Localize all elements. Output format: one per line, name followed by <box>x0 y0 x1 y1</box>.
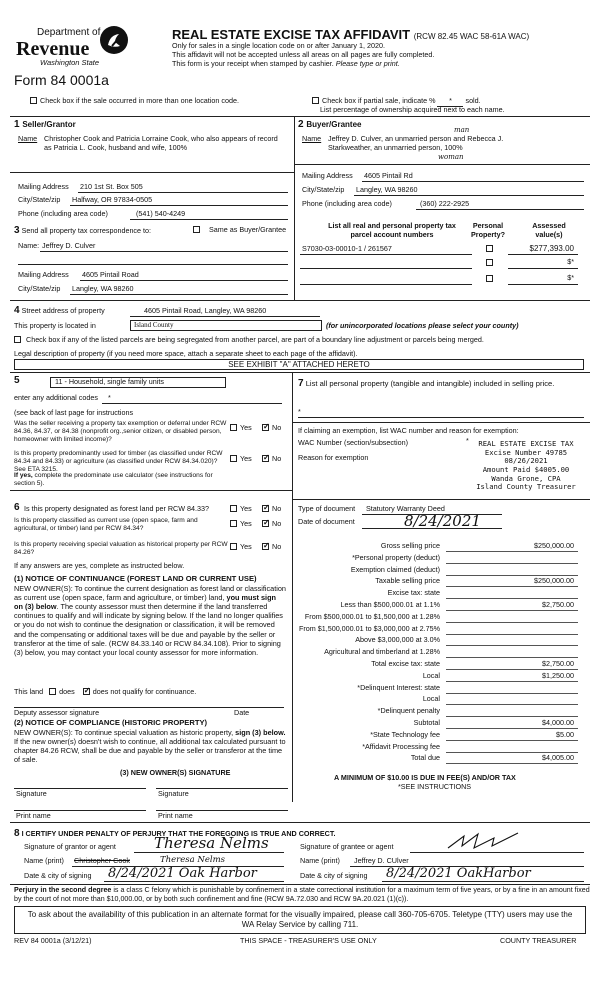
section6-q3: Is this property receiving special valuation as historical property per RCW 84.26? <box>14 541 228 556</box>
buyer-heading: 2 Buyer/Grantee <box>298 119 362 130</box>
section5-q1: Was the seller receiving a property tax exemption or deferral under RCW 84.36, 84.37, or 84.38 (nonprofit org.,senior citizen, or disabled person, homeowner with limited income)? <box>14 420 227 443</box>
certify-statement: 8 I CERTIFY UNDER PENALTY OF PERJURY THAT THE FOREGOING IS TRUE AND CORRECT. <box>14 828 336 839</box>
corr-name-value[interactable]: Jeffrey D. Culver <box>42 241 96 250</box>
buyer-city-value[interactable]: Langley, WA 98260 <box>356 185 418 194</box>
checkbox-icon <box>230 424 237 431</box>
checkbox-icon <box>230 520 237 527</box>
tax-row-label: *Delinquent Interest: state <box>357 683 440 692</box>
checkbox-icon <box>230 455 237 462</box>
buyer-handwritten-woman: woman <box>438 153 464 161</box>
grantee-signature-scribble <box>444 830 524 852</box>
checkbox-checked-icon <box>262 543 269 550</box>
checkbox-icon <box>230 505 237 512</box>
seller-phone-label: Phone (including area code) <box>18 209 108 218</box>
seller-mailing-label: Mailing Address <box>18 182 69 191</box>
tax-row-label: Gross selling price <box>380 541 440 550</box>
footer-rev: REV 84 0001a (3/12/21) <box>14 936 92 945</box>
tax-row-label: Taxable selling price <box>375 576 440 585</box>
grantee-date-label: Date & city of signing <box>300 871 368 880</box>
segregated-checkbox[interactable]: Check box if any of the listed parcels are being segregated from another parcel, are part of a boundary line adjustment or parcels being merged. <box>14 336 484 345</box>
legal-label: Legal description of property (if you need more space, attach a separate sheet to each page of the affidavit). <box>14 349 358 358</box>
checkbox-icon <box>230 543 237 550</box>
correspondence-heading: 3 Send all property tax correspondence to: <box>14 225 152 236</box>
seller-city-value[interactable]: Halfway, OR 97834-0505 <box>72 195 153 204</box>
county-select[interactable]: Island County <box>130 320 322 331</box>
tax-row-value[interactable]: $1,250.00 <box>542 671 574 680</box>
tax-row-label: Local <box>422 671 440 680</box>
s6-q1-yes[interactable]: Yes <box>230 505 252 514</box>
form-title: REAL ESTATE EXCISE TAX AFFIDAVIT (RCW 82.45 WAC 58-61A WAC) <box>172 27 530 42</box>
buyer-phone-value[interactable]: (360) 222-2925 <box>420 199 470 208</box>
legal-description[interactable]: SEE EXHIBIT "A" ATTACHED HERETO <box>14 359 584 370</box>
tax-row-label: Agricultural and timberland at 1.28% <box>324 647 440 656</box>
buyer-name-line1[interactable]: Jeffrey D. Culver, an unmarried person and Rebecca J. <box>328 134 504 143</box>
seller-phone-value[interactable]: (541) 540-4249 <box>136 209 186 218</box>
continuance-heading: (1) NOTICE OF CONTINUANCE (FOREST LAND OR CURRENT USE) <box>14 574 257 583</box>
checkbox-icon <box>193 226 200 233</box>
reason-label: Reason for exemption <box>298 453 369 462</box>
street-value[interactable]: 4605 Pintail Road, Langley, WA 98260 <box>144 306 267 315</box>
note-receipt: This form is your receipt when stamped by cashier. Please type or print. <box>172 59 400 68</box>
tax-row-label: *Affidavit Processing fee <box>362 742 440 751</box>
treasurer-stamp: REAL ESTATE EXCISE TAX Excise Number 49785 08/26/2021 Amount Paid $4005.00 Wanda Grone, CPA Island County Treasurer <box>476 439 576 492</box>
section7-heading: 7 List all personal property (tangible and intangible) included in selling price. <box>298 378 555 389</box>
parcel-row-3-personal[interactable] <box>486 275 496 284</box>
grantor-name-handwritten[interactable]: Theresa Nelms <box>160 855 226 865</box>
corr-city-label: City/State/zip <box>18 284 61 293</box>
grantor-name-label: Name (print) <box>24 856 64 865</box>
tax-row-label: *Personal property (deduct) <box>352 553 440 562</box>
tax-row-value[interactable]: $250,000.00 <box>534 541 574 550</box>
partial-sale-checkbox[interactable]: Check box if partial sale, indicate % * sold. <box>312 97 481 107</box>
section5-number: 5 <box>14 375 20 386</box>
if-yes-note: If any answers are yes, complete as instructed below. <box>14 561 185 570</box>
seller-heading: 1 Seller/Grantor <box>14 119 76 130</box>
s6-q2-yes[interactable]: Yes <box>230 520 252 529</box>
tax-row-label: Exemption claimed (deduct) <box>350 565 440 574</box>
exemption-label: If claiming an exemption, list WAC number and reason for exemption: <box>298 426 519 435</box>
owner-sig-1-label: Signature <box>16 789 47 798</box>
seller-mailing-value[interactable]: 210 1st St. Box 505 <box>80 182 143 191</box>
footer-county-treasurer: COUNTY TREASURER <box>500 936 577 945</box>
checkbox-icon <box>486 259 493 266</box>
parcel-assessed-header: Assessed value(s) <box>532 221 566 239</box>
s6-q3-yes[interactable]: Yes <box>230 543 252 552</box>
parcel-header: List all real and personal property tax parcel account numbers <box>328 221 456 239</box>
grantor-date-value[interactable]: 8/24/2021 Oak Harbor <box>108 866 257 881</box>
see-instructions: *SEE INSTRUCTIONS <box>398 782 472 791</box>
compliance-heading: (2) NOTICE OF COMPLIANCE (HISTORIC PROPERTY) <box>14 718 208 727</box>
personal-property-value[interactable]: * <box>298 407 301 416</box>
deputy-date-label: Date <box>234 708 250 717</box>
checkbox-checked-icon <box>262 424 269 431</box>
checkbox-checked-icon <box>262 455 269 462</box>
tax-row-label: *Delinquent penalty <box>377 706 440 715</box>
doc-type-label: Type of document <box>298 504 356 513</box>
multi-location-checkbox[interactable]: Check box if the sale occurred in more than one location code. <box>30 97 239 106</box>
note-complete: This affidavit will not be accepted unless all areas on all pages are fully completed. <box>172 50 435 59</box>
corr-name-label: Name: <box>18 241 40 250</box>
tax-row-value[interactable]: $4,005.00 <box>542 753 574 762</box>
tax-row-value[interactable]: $2,750.00 <box>542 659 574 668</box>
agency-line1: Department of <box>37 27 101 38</box>
s6-q3-no[interactable]: ✓ No <box>262 543 281 552</box>
checkbox-icon <box>312 97 319 104</box>
agency-name: Revenue <box>16 38 90 60</box>
q1-yes[interactable]: Yes <box>230 424 252 433</box>
checkbox-icon <box>486 245 493 252</box>
additional-codes-value[interactable]: * <box>108 393 111 402</box>
wac-value[interactable]: * <box>466 436 469 445</box>
section6-q1: Is this property designated as forest land per RCW 84.33? <box>24 504 209 513</box>
perjury-notice: Perjury in the second degree is a class C felony which is punishable by confinement in a state correctional institution for a maximum term of five years, or by a fine in an amount fixed by the court of not more than $10,000.00, or by both such confinement and fine (RCW 9A.72.030 and RCW 9A.20.021 (1)(c)). <box>14 886 590 903</box>
checkbox-checked-icon <box>262 505 269 512</box>
checkbox-icon <box>30 97 37 104</box>
buyer-name-line2[interactable]: Starkweather, an unmarried person, 100% <box>328 143 463 152</box>
land-qualify: This land does ✓ does not qualify for continuance. <box>14 688 196 697</box>
compliance-text: NEW OWNER(S): To continue special valuation as historic property, sign (3) below. If the new owner(s) doesn't wish to continue, all additional tax calculated pursuant to chapter 84.26 RCW, shall be due and payable by the seller or transferor at the time of sale. <box>14 728 286 765</box>
parcel-row-1-number[interactable]: S7030-03-00010-1 / 261567 <box>302 244 392 253</box>
checkbox-icon <box>486 275 493 282</box>
seller-city-label: City/State/zip <box>18 195 61 204</box>
owner-print-2-label: Print name <box>158 811 193 820</box>
checkbox-icon <box>14 336 21 343</box>
q2-yes[interactable]: Yes <box>230 455 252 464</box>
tax-row-label: Excise tax: state <box>387 588 440 597</box>
grantor-date-label: Date & city of signing <box>24 871 92 880</box>
corr-mailing-value[interactable]: 4605 Pintail Road <box>82 270 139 279</box>
tax-row-value[interactable]: $5.00 <box>556 730 574 739</box>
buyer-handwritten-man: man <box>454 126 470 134</box>
tax-row-label: From $500,000.01 to $1,500,000 at 1.28% <box>304 612 440 621</box>
tax-row-label: Total due <box>410 753 440 762</box>
seller-name-label: Name <box>18 134 38 143</box>
corr-city-value[interactable]: Langley, WA 98260 <box>72 284 134 293</box>
form-number: Form 84 0001a <box>14 72 109 88</box>
buyer-mailing-label: Mailing Address <box>302 171 353 180</box>
owner-sig-2-label: Signature <box>158 789 189 798</box>
tax-row-value[interactable]: $250,000.00 <box>534 576 574 585</box>
grantee-signature-label: Signature of grantee or agent <box>300 842 394 851</box>
wac-label: WAC Number (section/subsection) <box>298 438 408 447</box>
see-back: (see back of last page for instructions <box>14 408 134 417</box>
tax-row-label: *State Technology fee <box>370 730 440 739</box>
s6-q2-no[interactable]: ✓ No <box>262 520 281 529</box>
footer-treasurer-space: THIS SPACE - TREASURER'S USE ONLY <box>240 936 377 945</box>
tax-row-value[interactable]: $4,000.00 <box>542 718 574 727</box>
q1-no[interactable]: ✓ No <box>262 424 281 433</box>
grantor-signature[interactable]: Theresa Nelms <box>154 834 269 852</box>
tax-row-label: Total excise tax: state <box>371 659 440 668</box>
doc-type-value[interactable]: Statutory Warranty Deed <box>366 504 445 513</box>
partial-sale-note: List percentage of ownership acquired next to each name. <box>320 105 505 114</box>
buyer-phone-label: Phone (including area code) <box>302 199 392 208</box>
section6-q2: Is this property classified as current use (open space, farm and agricultural, or timber) land per RCW 84.34? <box>14 517 198 532</box>
seller-name-value[interactable]: Christopher Cook and Patricia Lorraine Cook, who also appears of record as Patricia L. Cook, husband and wife, 100% <box>44 134 278 152</box>
continuance-text: NEW OWNER(S): To continue the current designation as forest land or classification as current use (open space, farm and agriculture, or timber) land, you must sign on (3) below. The county assessor must then determine if the land transferred continues to qualify and will indicate by signing below. If the land no longer qualifies or you do not wish to continue the designation or classification, it will be removed and the compensating or additional taxes will be due and payable by the seller or transferor at the time of sale. (RCW 84.33.140 or RCW 84.34.108). Prior to signing (3) below, you may contact your local county assessor for more information. <box>14 584 286 657</box>
section6-number: 6 <box>14 502 20 513</box>
additional-codes-label: enter any additional codes <box>14 393 98 402</box>
tax-row-label: Subtotal <box>413 718 440 727</box>
grantee-name-value[interactable]: Jeffrey D. CUlver <box>354 856 409 865</box>
grantee-signature[interactable] <box>444 830 524 855</box>
grantee-date-value[interactable]: 8/24/2021 OakHarbor <box>386 866 531 881</box>
q2-no[interactable]: ✓ No <box>262 455 281 464</box>
parcel-personal-header: Personal Property? <box>471 221 505 239</box>
parcel-row-3-value[interactable]: $* <box>567 273 574 282</box>
parcel-row-2-personal[interactable] <box>486 259 496 268</box>
tax-row-label: Above $3,000,000 at 3.0% <box>355 635 440 644</box>
grantee-name-label: Name (print) <box>300 856 340 865</box>
deputy-signature-label: Deputy assessor signature <box>14 708 100 717</box>
owner-signature-heading: (3) NEW OWNER(S) SIGNATURE <box>120 768 231 777</box>
does-checkbox-icon[interactable] <box>49 688 56 695</box>
checkbox-checked-icon <box>262 520 269 527</box>
section5-q2: Is this property predominantly used for timber (as classified under RCW 84.34 and 84.33) or agriculture (as classified under RCW 84.34.020)? See ETA 3215. <box>14 450 223 473</box>
parcel-row-1-personal[interactable] <box>486 245 496 254</box>
tax-row-label: Local <box>422 694 440 703</box>
grantor-name-value[interactable]: Christopher Cook <box>74 856 130 865</box>
s6-q1-no[interactable]: ✓ No <box>262 505 281 514</box>
section5-q2-ifyes: If yes, complete the predominate use calculator (see instructions for section 5). <box>14 472 213 487</box>
grantor-signature-label: Signature of grantor or agent <box>24 842 116 851</box>
owner-print-1-label: Print name <box>16 811 51 820</box>
buyer-city-label: City/State/zip <box>302 185 345 194</box>
parcel-row-2-value[interactable]: $* <box>567 257 574 266</box>
tax-row-value[interactable]: $2,750.00 <box>542 600 574 609</box>
parcel-row-1-value[interactable]: $277,393.00 <box>529 244 574 253</box>
tax-row-label: Less than $500,000.01 at 1.1% <box>340 600 440 609</box>
minimum-note: A MINIMUM OF $10.00 IS DUE IN FEE(S) AND/OR TAX <box>334 773 516 782</box>
revenue-logo-icon <box>100 26 128 54</box>
does-not-checkbox-icon[interactable] <box>83 688 90 695</box>
note-single-location: Only for sales in a single location code on or after January 1, 2020. <box>172 41 385 50</box>
accessibility-notice: To ask about the availability of this publication in an alternate format for the visually impaired, please call 360-705-6705. Teletype (TTY) users may use the WA Relay Service by calling 711. <box>14 906 586 934</box>
buyer-name-label: Name <box>302 134 322 143</box>
use-code-select[interactable]: 11 - Household, single family units <box>50 377 226 388</box>
same-as-buyer-checkbox[interactable]: Same as Buyer/Grantee <box>193 226 286 235</box>
corr-mailing-label: Mailing Address <box>18 270 69 279</box>
unincorporated-note: (for unincorporated locations please select your county) <box>326 321 519 330</box>
tax-row-label: From $1,500,000.01 to $3,000,000 at 2.75% <box>298 624 440 633</box>
street-label: 4 Street address of property <box>14 305 105 316</box>
located-label: This property is located in <box>14 321 96 330</box>
buyer-mailing-value[interactable]: 4605 Pintail Rd <box>364 171 413 180</box>
doc-date-value[interactable]: 8/24/2021 <box>404 512 481 530</box>
agency-state: Washington State <box>40 58 100 67</box>
doc-date-label: Date of document <box>298 517 355 526</box>
